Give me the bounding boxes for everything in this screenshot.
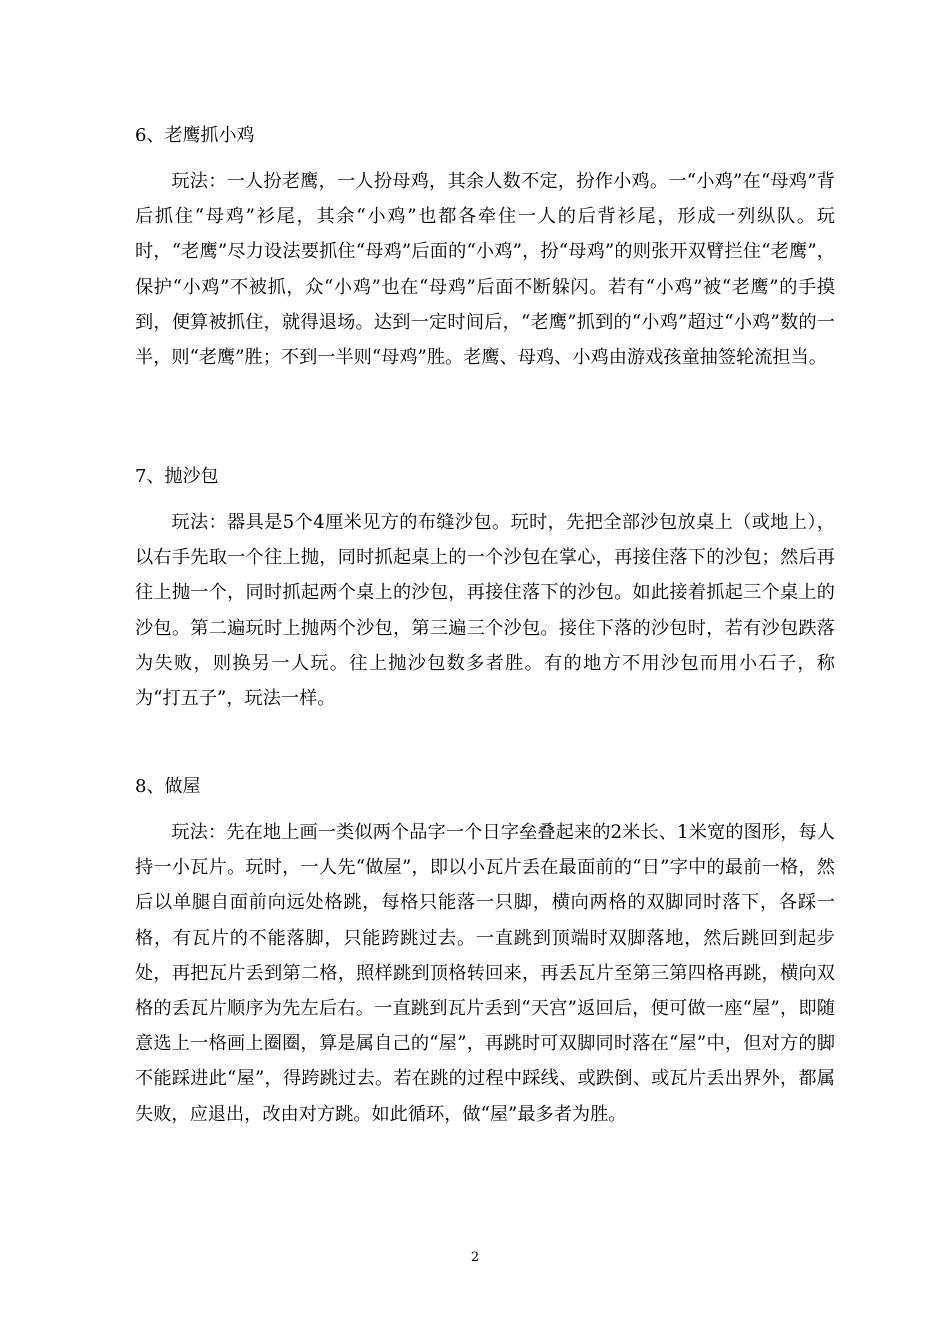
section-throw-sandbags — [135, 465, 835, 716]
section-heading: 6、老鹰抓小鸡 — [135, 125, 255, 146]
section-heading: 8、做屋 — [135, 776, 201, 797]
section-paragraph: 玩法：器具是5个4厘米见方的布缝沙包。玩时，先把全部沙包放桌上（或地上），以右手先取一个往上抛，同时抓起桌上的一个沙包在掌心，再接住落下的沙包；然后再往上抛一个，同时抓起两个桌上的沙包，再接住落下的沙包。如此接着抓起三个桌上的沙包。第二遍玩时上抛两个沙包，第三遍三个沙包。接住下落的沙包时，若有沙包跌落为失败，则换另一人玩。往上抛沙包数多者胜。有的地方不用沙包而用小石子，称为“打五子”，玩法一样。 — [135, 512, 835, 710]
section-eagle-catches-chicks — [135, 124, 835, 375]
section-make-house — [135, 775, 835, 1132]
page-number: 2 — [470, 1250, 480, 1265]
section-paragraph: 玩法：先在地上画一类似两个品字一个日字垒叠起来的2米长、1米宽的图形，每人持一小瓦片。玩时，一人先“做屋”，即以小瓦片丢在最面前的“日”字中的最前一格，然后以单腿自面前向远处格跳，每格只能落一只脚，横向两格的双脚同时落下，各踩一格，有瓦片的不能落脚，只能跨跳过去。一直跳到顶端时双脚落地，然后跳回到起步处，再把瓦片丢到第二格，照样跳到顶格转回来，再丢瓦片至第三第四格再跳，横向双格的丢瓦片顺序为先左后右。一直跳到瓦片丢到“天宫”返回后，便可做一座“屋”，即随意选上一格画上圈圈，算是属自己的“屋”，再跳时可双脚同时落在“屋”中，但对方的脚不能踩进此“屋”，得跨跳过去。若在跳的过程中踩线、或跌倒、或瓦片丢出界外，都属失败，应退出，改由对方跳。如此循环，做“屋”最多者为胜。 — [135, 822, 835, 1125]
section-paragraph: 玩法：一人扮老鹰，一人扮母鸡，其余人数不定，扮作小鸡。一“小鸡”在“母鸡”背后抓住“母鸡”衫尾，其余“小鸡”也都各牵住一人的后背衫尾，形成一列纵队。玩时，“老鹰”尽力设法要抓住“母鸡”后面的“小鸡”，扮“母鸡”的则张开双臂拦住“老鹰”，保护“小鸡”不被抓，众“小鸡”也在“母鸡”后面不断躲闪。若有“小鸡”被“老鹰”的手摸到，便算被抓住，就得退场。达到一定时间后，“老鹰”抓到的“小鸡”超过“小鸡”数的一半，则“老鹰”胜；不到一半则“母鸡”胜。老鹰、母鸡、小鸡由游戏孩童抽签轮流担当。 — [135, 171, 835, 369]
section-heading: 7、抛沙包 — [135, 466, 219, 487]
